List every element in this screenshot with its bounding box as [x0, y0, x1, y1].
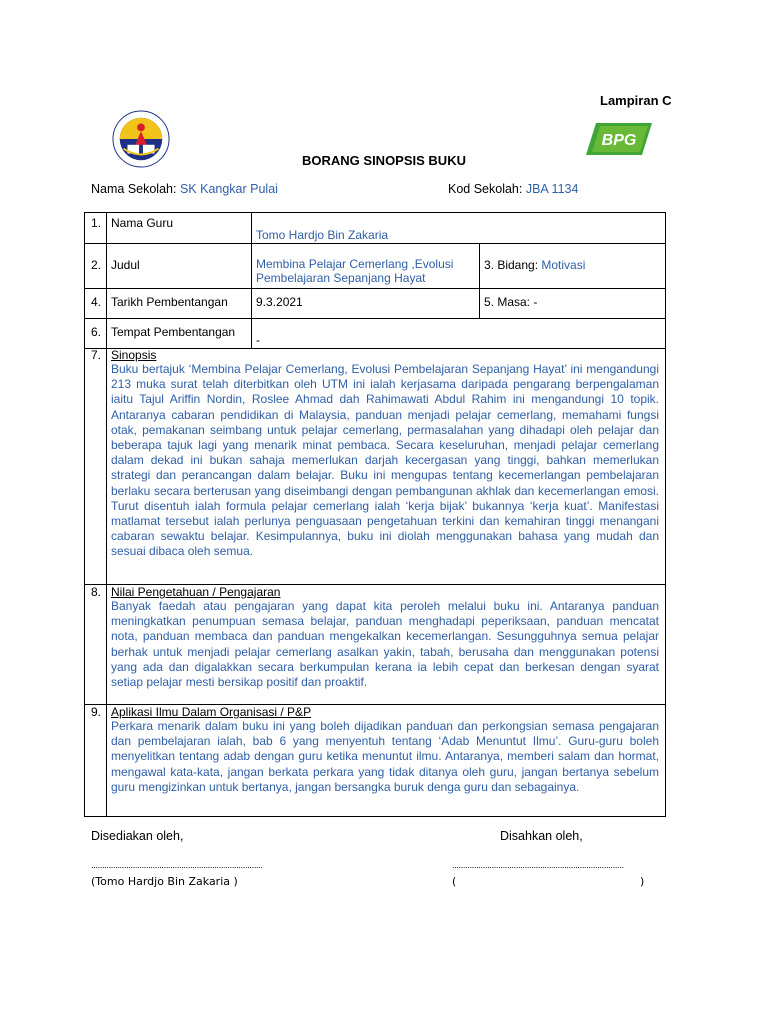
presentation-venue-label: Tempat Pembentangan	[107, 319, 252, 349]
row-number: 4.	[85, 289, 107, 319]
school-name-label: Nama Sekolah:	[91, 182, 177, 196]
synopsis-cell	[107, 349, 666, 585]
row-title	[85, 244, 666, 289]
row-knowledge-value	[85, 585, 666, 705]
synopsis-form-table	[84, 212, 666, 817]
row-application	[85, 705, 666, 817]
school-code-label: Kod Sekolah:	[448, 182, 523, 196]
duration-cell: 5. Masa: -	[480, 289, 666, 319]
appendix-label: Lampiran C	[600, 93, 672, 108]
presentation-date-label: Tarikh Pembentangan	[107, 289, 252, 319]
row-date	[85, 289, 666, 319]
approved-name-close: )	[640, 875, 645, 888]
book-title-label: Judul	[107, 244, 252, 289]
field-label: 3. Bidang:	[484, 258, 539, 272]
application-cell	[107, 705, 666, 817]
knowledge-value-heading: Nilai Pengetahuan / Pengajaran	[111, 585, 281, 599]
field-cell	[480, 244, 666, 289]
row-venue	[85, 319, 666, 349]
school-code-value: JBA 1134	[525, 182, 579, 196]
row-number: 2.	[85, 244, 107, 289]
approved-by-label: Disahkan oleh,	[500, 829, 583, 843]
presentation-venue-value: -	[252, 319, 666, 349]
knowledge-value-cell	[107, 585, 666, 705]
row-number: 1.	[85, 213, 107, 244]
knowledge-value-text: Banyak faedah atau pengajaran yang dapat kita peroleh melalui buku ini. Antaranya panduan meningkatkan penumpuan semasa belajar, panduan menghadapi peperiksaan, panduan mencatat nota, panduan membaca dan panduan mengekalkan kecemerlangan. Sesungguhnya semua pelajar berhak untuk menjadi pelajar cemerlang asalkan yakin, tabah, berusaha dan menggunakan potensi yang ada dan digalakkan secara berkumpulan kerana ia lebih cepat dan berkesan dengan syarat setiap pelajar mesti bersikap positif dan proaktif.	[111, 599, 659, 690]
approved-name-open: (	[452, 875, 457, 888]
prepared-by-label: Disediakan oleh,	[91, 829, 184, 843]
row-teacher-name	[85, 213, 666, 244]
row-number: 7.	[85, 349, 107, 585]
presentation-date-value: 9.3.2021	[252, 289, 480, 319]
svg-text:BPG: BPG	[601, 132, 637, 149]
school-name	[91, 182, 278, 196]
application-text: Perkara menarik dalam buku ini yang boleh dijadikan panduan dan perkongsian semasa pengajaran dan pembelajaran ialah, bab 6 yang menyentuh tentang ‘Adab Menuntut Ilmu’. Guru-guru boleh menyelitkan tentang adab dengan guru ketika menuntut ilmu. Antaranya, memberi salam dan hormat, mengawal kata-kata, jangan berkata perkara yang tidak ditanya oleh guru, jangan bertanya sebelum guru mengizinkan untuk bertanya, jangan bersangka buruk denga guru dan sebagainya.	[111, 719, 659, 794]
school-code	[448, 182, 578, 196]
application-heading: Aplikasi Ilmu Dalam Organisasi / P&P	[111, 705, 312, 719]
synopsis-text: Buku bertajuk ‘Membina Pelajar Cemerlang, Evolusi Pembelajaran Sepanjang Hayat’ ini mengandungi 213 muka surat telah diterbitkan oleh UTM ini ialah kerjasama daripada pengarang berpengalaman iaitu Tajul Ariffin Nordin, Roslee Ahmad dah Rahimawati Abdul Rahim ini mengandungi 10 topik. Antaranya cabaran pendidikan di Malaysia, panduan menjadi pelajar cemerlang, memahami fungsi otak, pemakanan seimbang untuk pelajar cemerlang, permasalahan yang dihadapi oleh pelajar dan beberapa tajuk lagi yang menarik minat pembaca. Secara keseluruhan, menjadi pelajar cemerlang dalam dekad ini bukan sahaja memerlukan darjah kecergasan yang tinggi, bahkan memerlukan strategi dan perancangan dalam belajar. Buku ini mengupas tentang kecemerlangan pembelajaran berlaku secara berterusan yang diseimbangi dengan pembangunan akhlak dan kecemerlangan emosi. Turut disentuh ialah formula pelajar cemerlang ialah ‘kerja bijak’ bukannya ‘kerja kuat’. Manifestasi matlamat tersebut ialah perlunya penguasaan pengetahuan terkini dan kemahiran tinggi menangani cabaran sewaktu belajar. Kesimpulannya, buku ini diolah menggunakan bahasa yang mudah dan sesuai dibaca oleh semua.	[111, 362, 659, 559]
teacher-name-value: Tomo Hardjo Bin Zakaria	[252, 213, 666, 244]
row-number: 6.	[85, 319, 107, 349]
form-title: BORANG SINOPSIS BUKU	[302, 153, 466, 168]
row-number: 9.	[85, 705, 107, 817]
synopsis-heading: Sinopsis	[111, 348, 157, 362]
row-number: 8.	[85, 585, 107, 705]
approved-signature-line: ..............................................................................	[452, 860, 624, 870]
prepared-signature-line: ..............................................................................	[91, 860, 263, 870]
field-value: Motivasi	[541, 258, 586, 272]
bpg-logo-icon	[586, 121, 652, 157]
school-name-value: SK Kangkar Pulai	[179, 182, 278, 196]
row-synopsis	[85, 349, 666, 585]
prepared-by-name: (Tomo Hardjo Bin Zakaria )	[91, 875, 238, 888]
book-title-value: Membina Pelajar Cemerlang ,Evolusi Pembelajaran Sepanjang Hayat	[252, 244, 480, 289]
teacher-name-label: Nama Guru	[107, 213, 252, 244]
